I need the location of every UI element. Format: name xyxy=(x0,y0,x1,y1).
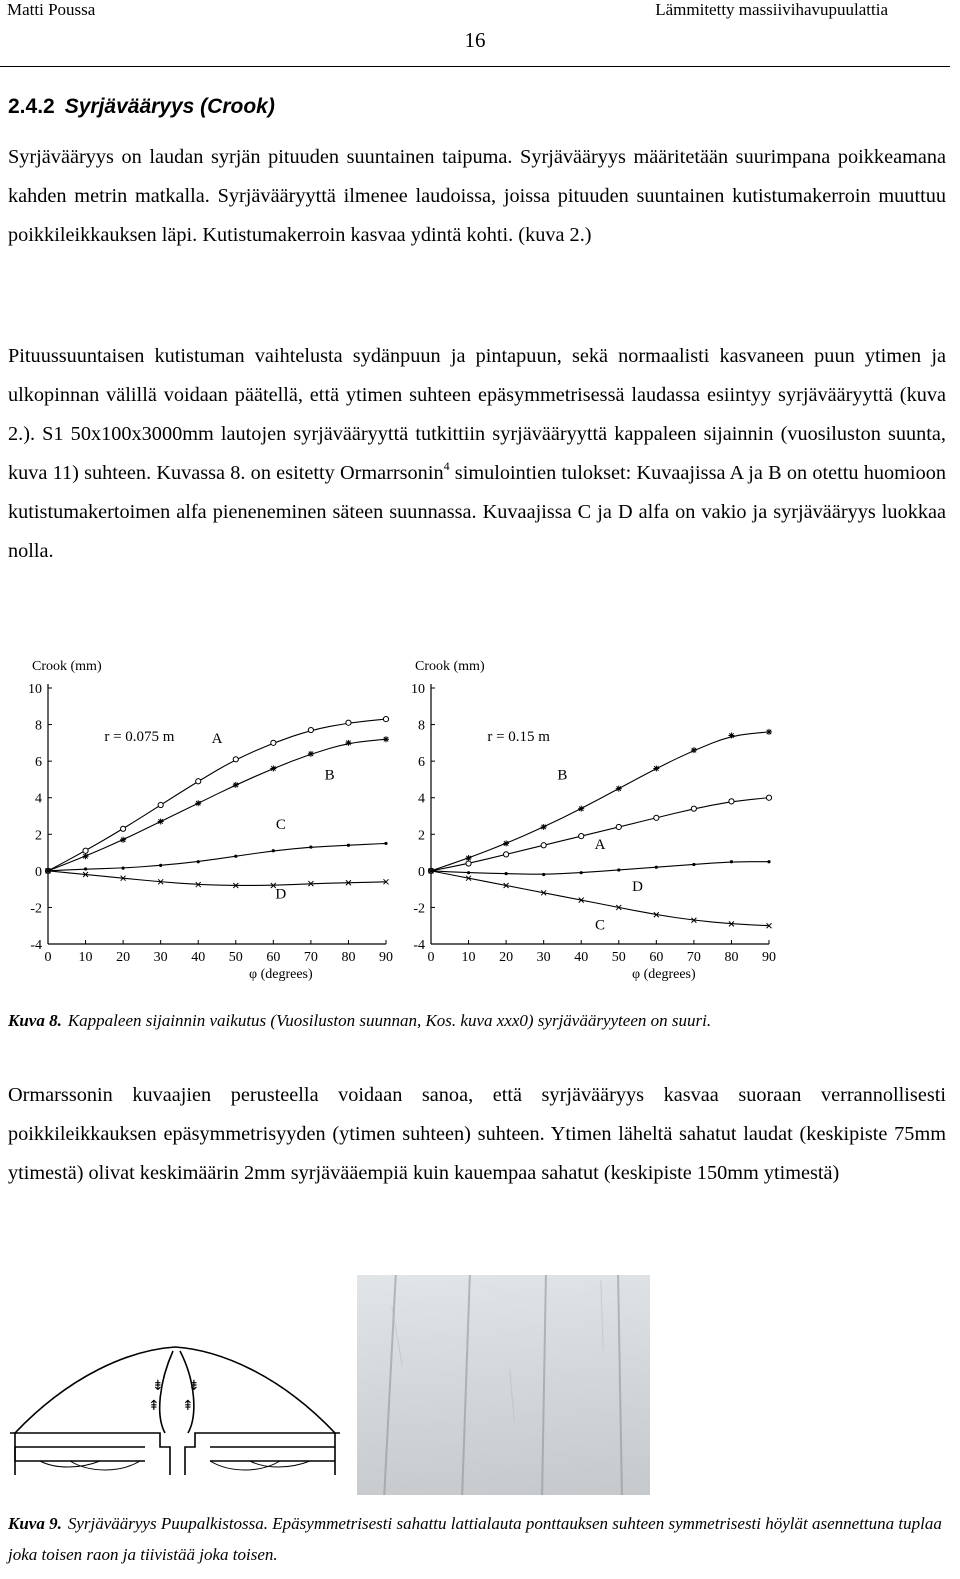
chart2-ytick-label: 4 xyxy=(418,791,425,807)
wood-grain-2 xyxy=(509,1371,514,1421)
figure-9-caption xyxy=(8,1508,946,1570)
chart2-series-D-point xyxy=(730,860,733,863)
chart2-series-D-line xyxy=(431,862,769,874)
chart1-series-C-point xyxy=(384,842,387,845)
chart2-xtick-label: 90 xyxy=(762,950,776,965)
chart2-ytick-label: 0 xyxy=(418,864,425,880)
chart2-series-D-point xyxy=(692,863,695,866)
chart1-xtick-label: 50 xyxy=(228,950,243,965)
chart1-xtick-label: 0 xyxy=(44,950,52,965)
chart2-series-label-D: D xyxy=(632,878,643,895)
grain-arc-1 xyxy=(40,1461,100,1467)
floor-seam-1 xyxy=(383,1275,398,1495)
chart2-series-B-point xyxy=(578,806,584,812)
chart1-xtick-label: 60 xyxy=(266,950,281,965)
figure-8-caption xyxy=(8,1011,946,1031)
chart1-series-B-point xyxy=(195,800,201,806)
arrow-icon-left-bottom: ⇞ xyxy=(148,1398,160,1414)
chart1-series-A-point xyxy=(346,720,351,725)
chart2-series-A-point xyxy=(504,852,509,857)
grain-arc-4 xyxy=(250,1461,310,1467)
chart1-xtick-label: 10 xyxy=(78,950,93,965)
chart1-series-A-point xyxy=(383,716,388,721)
figure-9-caption-label: Kuva 9. xyxy=(8,1514,62,1533)
chart2-series-B-point xyxy=(766,729,772,735)
chart2-xtick-label: 30 xyxy=(536,950,551,965)
chart2-series-label-B: B xyxy=(557,767,568,784)
chart1-ytick-label: 0 xyxy=(35,864,42,880)
chart1-xtick-label: 90 xyxy=(379,950,393,965)
chart1-xtick-label: 80 xyxy=(341,950,356,965)
chart1-series-B-point xyxy=(308,751,314,757)
chart1-series-D-line xyxy=(48,871,386,886)
chart1-ytick-label: -2 xyxy=(30,901,42,917)
paragraph-conclusion: Ormarssonin kuvaajien perusteella voidaan sanoa, että syrjävääryys kasvaa suoraan verrannollisesti poikkileikkauksen epäsymmetrisyyden (ytimen suhteen) suhteen. Ytimen läheltä sahatut laudat (keskipiste 75mm ytimestä) olivat keskimäärin 2mm syrjävääempiä kuin kauempaa sahatut (keskipiste 150mm ytimestä) xyxy=(8,1084,946,1184)
header-author: Matti Poussa xyxy=(7,0,96,19)
chart1-series-label-C: C xyxy=(275,816,286,833)
arrow-icon-right-top: ⇟ xyxy=(188,1378,200,1394)
paragraph-crook-definition: Syrjävääryys on laudan syrjän pituuden suuntainen taipuma. Syrjävääryys määritetään suurimpana poikkeamana kahden metrin matkalla. Syrjävääryyttä ilmenee laudoissa, joissa pituuden suuntainen kutistumakerroin muuttuu poikkileikkauksen läpi. Kutistumakerroin kasvaa ydintä kohti. (kuva 2.) xyxy=(8,146,946,246)
section-title: Syrjävääryys (Crook) xyxy=(64,95,275,118)
chart2-xtick-label: 80 xyxy=(724,950,739,965)
chart2-ytick-label: -4 xyxy=(413,938,425,953)
floor-seam-4 xyxy=(617,1275,623,1495)
chart2-title: r = 0.15 m xyxy=(487,729,550,746)
paragraph-shrinkage-text-1: Pituussuuntaisen kutistuman vaihtelusta sydänpuun ja pintapuun, sekä normaalisti kasvaneen puun ytimen ja ulkopinnan välillä voidaan päätellä, että ytimen suhteen epäsymmetrisessä laudassa esiintyy syrjävääryyttä (kuva 2.). S1 50x100x3000mm lautojen syrjävääryyttä tutkittiin syrjävääryyttä kappaleen sijainnin (vuosiluston suunta, kuva 11) suhteen. Kuvassa 8. on esitetty Ormarrsonin xyxy=(8,345,946,484)
chart2-series-label-C: C xyxy=(594,917,606,934)
chart1-xtick-label: 20 xyxy=(116,950,131,965)
chart1-ytick-label: 8 xyxy=(35,718,42,734)
chart1-series-C-point xyxy=(272,849,275,852)
chart2-series-D-point xyxy=(505,872,508,875)
chart2-series-A-point xyxy=(766,795,771,800)
figure-9-floor-photo xyxy=(357,1275,650,1495)
chart2-series-A-line xyxy=(431,798,769,871)
chart2-series-label-A: A xyxy=(594,836,606,853)
chart2-series-A-point xyxy=(691,806,696,811)
chart1-series-A-point xyxy=(121,826,126,831)
groove-right xyxy=(210,1447,335,1461)
chart1-series-A-point xyxy=(83,848,88,853)
board-crown-outline xyxy=(15,1347,335,1433)
chart2-series-A-point xyxy=(541,843,546,848)
chart1-series-C-point xyxy=(197,860,200,863)
chart1-series-A-point xyxy=(271,740,276,745)
chart1-ytick-label: 4 xyxy=(35,791,42,807)
chart2-xlabel: φ (degrees) xyxy=(632,967,696,982)
chart2-series-D-point xyxy=(429,869,432,872)
chart1-series-B-point xyxy=(345,740,351,746)
chart2-series-B-point xyxy=(728,733,734,739)
chart2-series-D-point xyxy=(655,866,658,869)
chart1-title: r = 0.075 m xyxy=(104,729,175,746)
chart1-ylabel: Crook (mm) xyxy=(32,659,102,674)
chart1-xtick-label: 70 xyxy=(303,950,318,965)
footnote-ref: 4 xyxy=(443,459,450,473)
chart2-xtick-label: 0 xyxy=(427,950,435,965)
section-number: 2.4.2 xyxy=(8,95,55,118)
chart2-series-A-point xyxy=(654,815,659,820)
chart2-xtick-label: 10 xyxy=(461,950,476,965)
arrow-icon-left-top: ⇟ xyxy=(152,1378,164,1394)
figure-8-caption-text: Kappaleen sijainnin vaikutus (Vuosiluston suunnan, Kos. kuva xxx0) syrjävääryyteen on suuri. xyxy=(67,1011,712,1030)
page-number: 16 xyxy=(464,28,486,52)
figure-9-board-sketch xyxy=(10,1335,340,1475)
chart1-xtick-label: 40 xyxy=(191,950,206,965)
grain-arc-2 xyxy=(70,1461,140,1470)
chart2-ytick-label: 6 xyxy=(418,755,425,771)
chart1-series-B-line xyxy=(48,739,386,871)
chart1-series-A-point xyxy=(158,802,163,807)
chart2-ytick-label: -2 xyxy=(413,901,425,917)
chart2-series-D-point xyxy=(467,871,470,874)
chart2-xtick-label: 20 xyxy=(499,950,514,965)
chart2-ytick-label: 8 xyxy=(418,718,425,734)
chart1-series-C-point xyxy=(234,855,237,858)
chart2-ytick-label: 2 xyxy=(418,828,425,844)
chart2-xtick-label: 70 xyxy=(686,950,701,965)
chart1-series-label-A: A xyxy=(211,730,223,747)
header-doc-title: Lämmitetty massiivihavupuulattia xyxy=(655,0,888,19)
chart2-series-B-point xyxy=(466,855,472,861)
chart2-series-A-point xyxy=(616,824,621,829)
chart1-series-B-point xyxy=(233,782,239,788)
chart1-series-B-point xyxy=(120,837,126,843)
chart1-series-B-point xyxy=(270,765,276,771)
chart2-series-A-point xyxy=(729,799,734,804)
chart1-xlabel: φ (degrees) xyxy=(249,967,313,982)
chart1-series-B-point xyxy=(83,853,89,859)
chart2-series-D-point xyxy=(580,871,583,874)
chart1-series-A-point xyxy=(308,727,313,732)
chart1-series-label-B: B xyxy=(324,767,335,784)
chart2-series-D-point xyxy=(617,868,620,871)
chart2-xtick-label: 60 xyxy=(649,950,664,965)
chart2-series-D-point xyxy=(542,873,545,876)
chart1-series-C-point xyxy=(309,845,312,848)
floor-seam-2 xyxy=(461,1275,471,1495)
chart1-series-C-point xyxy=(122,867,125,870)
chart2-xtick-label: 50 xyxy=(611,950,626,965)
paragraph-shrinkage-text-2: simulointien tulokset: Kuvaajissa A ja B on otettu huomioon kutistumakertoimen alfa pieneneminen säteen suunnassa. Kuvaajissa C ja D alfa on vakio ja syrjävääryys luokkaa nolla. xyxy=(8,462,946,562)
chart2-ytick-label: 10 xyxy=(411,682,425,697)
figure-8-caption-label: Kuva 8. xyxy=(8,1011,62,1030)
chart1-series-C-point xyxy=(347,844,350,847)
section-heading xyxy=(8,95,275,119)
tongue-left xyxy=(15,1447,145,1461)
chart1-xtick-label: 30 xyxy=(153,950,168,965)
paragraph-shrinkage xyxy=(8,337,946,571)
chart1-ytick-label: 2 xyxy=(35,828,42,844)
floor-seam-3 xyxy=(541,1275,547,1495)
chart2-series-A-point xyxy=(466,861,471,866)
chart1-series-C-point xyxy=(159,864,162,867)
chart2-series-D-point xyxy=(767,860,770,863)
chart2-xtick-label: 40 xyxy=(574,950,589,965)
chart1-ytick-label: 6 xyxy=(35,755,42,771)
chart2-series-B-point xyxy=(653,765,659,771)
chart2-series-B-point xyxy=(616,786,622,792)
chart2-ylabel: Crook (mm) xyxy=(415,659,485,674)
wood-grain-3 xyxy=(600,1281,603,1351)
chart2-series-B-point xyxy=(691,747,697,753)
chart2-series-B-point xyxy=(541,824,547,830)
chart1-series-C-line xyxy=(48,843,386,870)
grain-arc-3 xyxy=(210,1461,280,1470)
figure-9-caption-text: Syrjävääryys Puupalkistossa. Epäsymmetrisesti sahattu lattialauta ponttauksen suhteen symmetrisesti höylät asennettuna tuplaa joka toisen raon ja tiivistää joka toisen. xyxy=(8,1514,942,1564)
chart2-series-B-point xyxy=(503,840,509,846)
arrow-icon-right-bottom: ⇞ xyxy=(182,1398,194,1414)
chart1-ytick-label: -4 xyxy=(30,938,42,953)
chart1-series-A-point xyxy=(233,757,238,762)
chart1-series-label-D: D xyxy=(275,886,287,903)
chart2-series-A-point xyxy=(579,834,584,839)
chart1-series-A-point xyxy=(196,779,201,784)
figure-8-crook-charts xyxy=(24,650,816,995)
board-right-profile xyxy=(185,1433,340,1475)
chart1-ytick-label: 10 xyxy=(28,682,42,697)
header-rule xyxy=(0,66,950,67)
chart1-series-C-point xyxy=(84,867,87,870)
chart1-series-B-point xyxy=(383,736,389,742)
board-side-edges xyxy=(15,1433,335,1475)
chart1-series-B-point xyxy=(158,818,164,824)
